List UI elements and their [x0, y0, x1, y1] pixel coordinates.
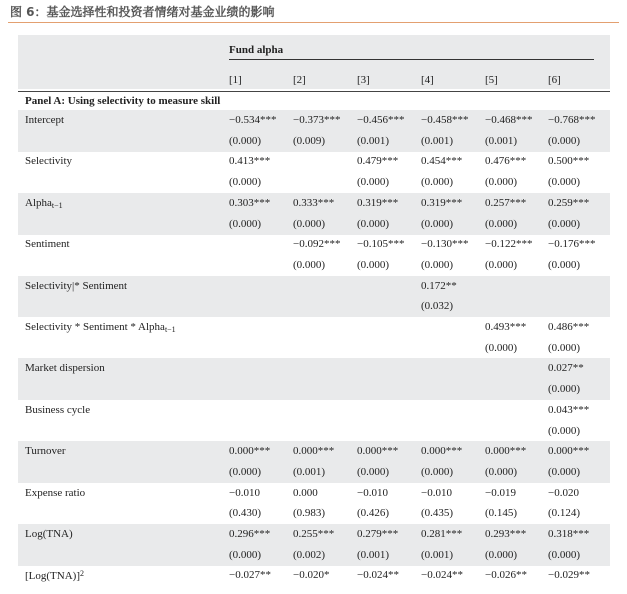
table-cell: −0.176***	[548, 238, 596, 251]
table-cell: (0.000)	[421, 217, 454, 230]
table-cell: (0.001)	[421, 548, 454, 561]
table-row	[18, 214, 610, 235]
table-row	[18, 296, 610, 317]
table-cell: −0.026**	[485, 569, 527, 582]
table-cell: (0.000)	[357, 217, 390, 230]
table-cell: 0.027**	[548, 362, 584, 375]
table-row	[18, 276, 610, 297]
table-cell: (0.000)	[229, 465, 262, 478]
table-cell: 0.293***	[485, 528, 527, 540]
table-cell: (0.426)	[357, 507, 390, 520]
table-row	[18, 565, 610, 586]
row-label: $[Log(TNA)]^2$	[25, 569, 84, 583]
table-cell: −0.029**	[548, 569, 590, 582]
fund-alpha-header: Fund alpha	[229, 44, 284, 56]
table-row	[18, 503, 610, 524]
column-header: [6]	[548, 74, 561, 86]
table-cell: (0.000)	[357, 176, 390, 189]
table-cell: 0.000***	[485, 445, 527, 458]
table-cell: (0.000)	[293, 258, 326, 271]
table-cell: 0.000***	[293, 445, 335, 458]
table-cell: (0.000)	[485, 217, 518, 230]
table-cell: (0.000)	[548, 465, 581, 478]
table-row	[18, 462, 610, 483]
table-row	[18, 441, 610, 462]
table-cell: −0.010	[357, 486, 388, 499]
table-cell: (0.000)	[548, 134, 581, 147]
table-row	[18, 400, 610, 421]
table-cell: 0.000***	[548, 445, 590, 458]
table-cell: (0.000)	[357, 465, 390, 478]
panel-a-heading: Panel A: Using selectivity to measure skill	[25, 95, 221, 107]
table-cell: 0.043***	[548, 403, 590, 416]
row-label: Alpha$_{t-1}$	[25, 196, 63, 210]
table-cell: −0.020*	[293, 569, 330, 582]
table-cell: 0.333***	[293, 196, 335, 209]
table-cell: (0.435)	[421, 507, 454, 520]
table-row	[18, 545, 610, 566]
table-row	[18, 110, 610, 131]
table-cell: (0.002)	[293, 548, 326, 561]
table-cell: −0.130***	[421, 238, 469, 251]
table-cell: 0.257***	[485, 196, 527, 209]
table-header	[18, 35, 610, 89]
column-header: [3]	[357, 74, 370, 86]
table-row	[18, 255, 610, 276]
table-row	[18, 421, 610, 442]
row-label: Selectivity	[25, 155, 73, 168]
table-cell: 0.318***	[548, 528, 590, 540]
table-cell: (0.000)	[485, 258, 518, 271]
header-divider	[18, 91, 610, 92]
table-cell: 0.000***	[421, 445, 463, 458]
table-cell: 0.000	[293, 486, 318, 499]
table-cell: 0.303***	[229, 196, 271, 209]
table-cell: (0.032)	[421, 300, 454, 313]
column-header: [5]	[485, 74, 498, 86]
table-cell: 0.319***	[421, 196, 463, 209]
table-cell: (0.001)	[421, 134, 454, 147]
table-cell: (0.000)	[293, 217, 326, 230]
table-cell: (0.001)	[357, 548, 390, 561]
regression-table	[18, 35, 610, 594]
table-cell: 0.279***	[357, 528, 399, 540]
figure-title: 图 6：基金选择性和投资者情绪对基金业绩的影响	[10, 5, 275, 19]
table-cell: 0.259***	[548, 196, 590, 209]
row-label: Intercept	[25, 114, 65, 126]
table-cell: −0.024**	[357, 569, 399, 582]
table-row	[18, 524, 610, 545]
table-cell: (0.000)	[485, 176, 518, 189]
row-label: Expense ratio	[25, 486, 86, 499]
table-cell: (0.000)	[548, 424, 581, 437]
table-cell: (0.000)	[485, 465, 518, 478]
header-rule	[229, 59, 594, 60]
table-cell: (0.000)	[421, 258, 454, 271]
table-cell: 0.476***	[485, 155, 527, 168]
table-cell: −0.010	[229, 486, 260, 499]
table-cell: (0.124)	[548, 507, 581, 520]
table-cell: (0.000)	[548, 341, 581, 354]
table-cell: (0.000)	[357, 258, 390, 271]
table-cell: −0.768***	[548, 114, 596, 126]
table-cell: 0.255***	[293, 528, 335, 540]
table-cell: (0.000)	[548, 217, 581, 230]
table-cell: (0.001)	[485, 134, 518, 147]
table-cell: 0.486***	[548, 321, 590, 333]
table-cell: (0.001)	[357, 134, 390, 147]
row-label: Sentiment	[25, 238, 70, 251]
table-cell: (0.000)	[229, 217, 262, 230]
table-cell: −0.105***	[357, 238, 405, 251]
table-cell: 0.500***	[548, 155, 590, 168]
table-cell: (0.000)	[485, 341, 518, 354]
row-label: Selectivity|* Sentiment	[25, 279, 128, 292]
column-header: [2]	[293, 74, 306, 86]
table-cell: (0.000)	[548, 258, 581, 271]
table-cell: (0.000)	[485, 548, 518, 561]
table-cell: −0.373***	[293, 114, 341, 126]
table-cell: −0.010	[421, 486, 452, 499]
table-cell: 0.172**	[421, 279, 457, 292]
table-cell: 0.454***	[421, 155, 463, 168]
table-cell: −0.019	[485, 486, 516, 499]
table-cell: −0.020	[548, 486, 579, 499]
row-label: Log(TNA)	[25, 528, 73, 540]
table-cell: −0.024**	[421, 569, 463, 582]
table-row	[18, 151, 610, 172]
table-row	[18, 172, 610, 193]
table-cell: (0.000)	[229, 548, 262, 561]
row-label: Turnover	[25, 445, 66, 458]
table-cell: −0.468***	[485, 114, 533, 126]
row-label: Selectivity * Sentiment * Alpha$_{t-1}$	[25, 321, 176, 334]
table-row	[18, 317, 610, 338]
table-cell: (0.001)	[293, 465, 326, 478]
table-cell: −0.534***	[229, 114, 277, 126]
table-row	[18, 338, 610, 359]
figure-title-bar	[8, 0, 619, 23]
table-cell: (0.000)	[421, 176, 454, 189]
table-cell: (0.145)	[485, 507, 518, 520]
table-row	[18, 131, 610, 152]
table-cell: (0.000)	[548, 176, 581, 189]
row-label: Business cycle	[25, 403, 91, 416]
table-cell: (0.009)	[293, 134, 326, 147]
row-label: Market dispersion	[25, 362, 105, 375]
table-cell: (0.000)	[548, 548, 581, 561]
table-cell: (0.000)	[548, 383, 581, 396]
table-cell: −0.122***	[485, 238, 533, 251]
table-row	[18, 358, 610, 379]
table-cell: 0.493***	[485, 321, 527, 333]
table-cell: 0.000***	[229, 445, 271, 458]
table-cell: (0.983)	[293, 507, 326, 520]
table-row	[18, 379, 610, 400]
table-cell: 0.000***	[357, 445, 399, 458]
table-cell: −0.456***	[357, 114, 405, 126]
table-cell: 0.479***	[357, 155, 399, 168]
table-cell: 0.296***	[229, 528, 271, 540]
table-cell: −0.027**	[229, 569, 271, 582]
column-header: [1]	[229, 74, 242, 86]
table-cell: (0.000)	[229, 134, 262, 147]
table-row	[18, 234, 610, 255]
column-header: [4]	[421, 74, 434, 86]
table-cell: −0.092***	[293, 238, 341, 251]
table-cell: 0.319***	[357, 196, 399, 209]
table-cell: (0.000)	[421, 465, 454, 478]
table-cell: (0.430)	[229, 507, 262, 520]
table-cell: (0.000)	[229, 176, 262, 189]
table-cell: −0.458***	[421, 114, 469, 126]
table-row	[18, 483, 610, 504]
table-cell: 0.281***	[421, 528, 463, 540]
table-cell: 0.413***	[229, 155, 271, 168]
table-row	[18, 193, 610, 214]
